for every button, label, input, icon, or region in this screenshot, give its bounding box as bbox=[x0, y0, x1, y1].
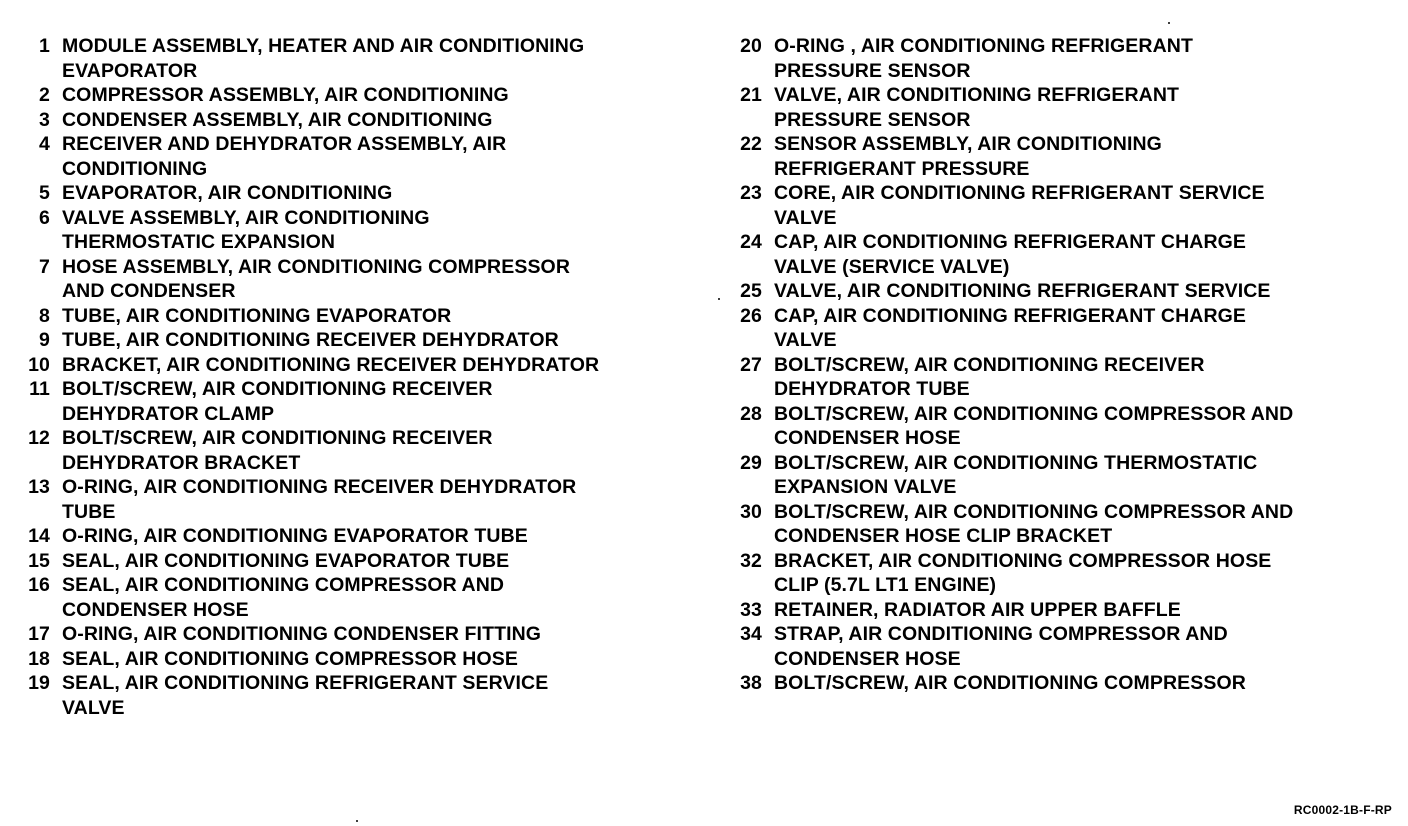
item-number: 34 bbox=[740, 623, 762, 645]
legend-item bbox=[722, 34, 1402, 83]
item-number: 8 bbox=[39, 304, 50, 327]
item-description: CAP, AIR CONDITIONING REFRIGERANT CHARGE VALVE bbox=[774, 304, 1247, 351]
item-number: 23 bbox=[740, 182, 762, 204]
legend-item bbox=[722, 230, 1402, 279]
legend-item bbox=[14, 34, 694, 83]
legend-item bbox=[722, 279, 1402, 304]
item-description: SENSOR ASSEMBLY, AIR CONDITIONING REFRIGERANT PRESSURE bbox=[774, 133, 1162, 180]
item-number: 26 bbox=[740, 304, 762, 327]
legend-item bbox=[14, 108, 694, 133]
legend-item bbox=[722, 500, 1402, 549]
legend-item bbox=[14, 549, 694, 574]
item-number: 7 bbox=[39, 255, 50, 278]
item-number: 11 bbox=[29, 378, 50, 400]
item-description: BRACKET, AIR CONDITIONING RECEIVER DEHYDRATOR bbox=[62, 353, 600, 376]
item-description: O-RING, AIR CONDITIONING CONDENSER FITTING bbox=[62, 623, 542, 645]
legend-item bbox=[14, 132, 694, 181]
item-description: SEAL, AIR CONDITIONING COMPRESSOR AND CONDENSER HOSE bbox=[62, 574, 505, 621]
item-number: 17 bbox=[28, 623, 50, 645]
item-number: 14 bbox=[28, 525, 50, 547]
item-number: 32 bbox=[740, 549, 762, 572]
item-description: SEAL, AIR CONDITIONING EVAPORATOR TUBE bbox=[62, 549, 510, 572]
legend-item bbox=[14, 671, 694, 720]
item-number: 25 bbox=[740, 280, 762, 302]
legend-item bbox=[14, 304, 694, 329]
item-description: EVAPORATOR, AIR CONDITIONING bbox=[62, 182, 393, 204]
legend-item bbox=[14, 426, 694, 475]
legend-item bbox=[14, 181, 694, 206]
legend-item bbox=[14, 255, 694, 304]
scan-speck bbox=[1168, 22, 1170, 24]
legend-item bbox=[722, 83, 1402, 132]
item-number: 30 bbox=[740, 500, 762, 523]
item-number: 29 bbox=[740, 451, 762, 474]
item-number: 5 bbox=[39, 182, 50, 204]
legend-item bbox=[14, 475, 694, 524]
legend-right-column bbox=[722, 34, 1402, 696]
item-number: 15 bbox=[28, 549, 50, 572]
item-number: 18 bbox=[28, 647, 50, 670]
legend-item bbox=[14, 353, 694, 378]
item-description: SEAL, AIR CONDITIONING REFRIGERANT SERVICE VALVE bbox=[62, 672, 549, 719]
item-description: BRACKET, AIR CONDITIONING COMPRESSOR HOSE CLIP (5.7L LT1 ENGINE) bbox=[774, 549, 1272, 596]
item-description: TUBE, AIR CONDITIONING RECEIVER DEHYDRATOR bbox=[62, 329, 559, 351]
item-description: O-RING , AIR CONDITIONING REFRIGERANT PRESSURE SENSOR bbox=[774, 35, 1193, 82]
item-description: BOLT/SCREW, AIR CONDITIONING THERMOSTATIC EXPANSION VALVE bbox=[774, 451, 1258, 498]
item-description: COMPRESSOR ASSEMBLY, AIR CONDITIONING bbox=[62, 84, 509, 106]
reference-code: RC0002-1B-F-RP bbox=[1293, 803, 1392, 817]
item-description: STRAP, AIR CONDITIONING COMPRESSOR AND CONDENSER HOSE bbox=[774, 623, 1228, 670]
legend-item bbox=[722, 132, 1402, 181]
item-description: BOLT/SCREW, AIR CONDITIONING COMPRESSOR AND CONDENSER HOSE bbox=[774, 402, 1294, 449]
legend-item bbox=[722, 549, 1402, 598]
legend-item bbox=[14, 328, 694, 353]
legend-left-column bbox=[14, 34, 694, 720]
scan-speck bbox=[356, 820, 358, 822]
item-number: 13 bbox=[28, 476, 50, 498]
item-description: CONDENSER ASSEMBLY, AIR CONDITIONING bbox=[62, 108, 493, 131]
item-description: BOLT/SCREW, AIR CONDITIONING RECEIVER DEHYDRATOR TUBE bbox=[774, 353, 1205, 400]
item-number: 38 bbox=[740, 672, 762, 694]
item-description: CORE, AIR CONDITIONING REFRIGERANT SERVICE VALVE bbox=[774, 182, 1265, 229]
item-number: 21 bbox=[740, 84, 762, 106]
item-number: 22 bbox=[740, 133, 762, 155]
item-description: VALVE ASSEMBLY, AIR CONDITIONING THERMOSTATIC EXPANSION bbox=[62, 206, 430, 253]
item-number: 27 bbox=[740, 353, 762, 376]
item-description: RETAINER, RADIATOR AIR UPPER BAFFLE bbox=[774, 598, 1181, 621]
legend-item bbox=[14, 83, 694, 108]
legend-item bbox=[722, 402, 1402, 451]
item-description: BOLT/SCREW, AIR CONDITIONING RECEIVER DEHYDRATOR BRACKET bbox=[62, 427, 493, 474]
item-number: 12 bbox=[28, 427, 50, 449]
item-number: 16 bbox=[28, 574, 50, 596]
item-number: 3 bbox=[39, 108, 50, 131]
item-number: 6 bbox=[39, 206, 50, 229]
legend-item bbox=[14, 524, 694, 549]
item-description: O-RING, AIR CONDITIONING RECEIVER DEHYDRATOR TUBE bbox=[62, 476, 577, 523]
item-number: 9 bbox=[39, 329, 50, 351]
legend-item bbox=[14, 647, 694, 672]
item-description: SEAL, AIR CONDITIONING COMPRESSOR HOSE bbox=[62, 647, 518, 670]
legend-item bbox=[722, 304, 1402, 353]
legend-item bbox=[14, 622, 694, 647]
scan-speck bbox=[718, 298, 720, 300]
legend-item bbox=[722, 671, 1402, 696]
legend-item bbox=[14, 573, 694, 622]
item-description: RECEIVER AND DEHYDRATOR ASSEMBLY, AIR CONDITIONING bbox=[62, 133, 507, 180]
item-number: 2 bbox=[39, 84, 50, 106]
legend-item bbox=[14, 206, 694, 255]
legend-item bbox=[722, 451, 1402, 500]
item-description: VALVE, AIR CONDITIONING REFRIGERANT PRESSURE SENSOR bbox=[774, 84, 1180, 131]
legend-item bbox=[722, 622, 1402, 671]
item-number: 20 bbox=[740, 35, 762, 57]
item-number: 4 bbox=[39, 133, 50, 155]
item-description: HOSE ASSEMBLY, AIR CONDITIONING COMPRESSOR AND CONDENSER bbox=[62, 255, 571, 302]
item-number: 33 bbox=[740, 598, 762, 621]
item-description: BOLT/SCREW, AIR CONDITIONING RECEIVER DEHYDRATOR CLAMP bbox=[62, 378, 493, 425]
legend-item bbox=[14, 377, 694, 426]
item-description: BOLT/SCREW, AIR CONDITIONING COMPRESSOR AND CONDENSER HOSE CLIP BRACKET bbox=[774, 500, 1294, 547]
legend-item bbox=[722, 181, 1402, 230]
item-description: BOLT/SCREW, AIR CONDITIONING COMPRESSOR bbox=[774, 672, 1246, 694]
item-description: MODULE ASSEMBLY, HEATER AND AIR CONDITIONING EVAPORATOR bbox=[62, 35, 585, 82]
legend-item bbox=[722, 598, 1402, 623]
item-number: 24 bbox=[740, 231, 762, 253]
item-number: 1 bbox=[39, 35, 50, 57]
item-number: 28 bbox=[740, 402, 762, 425]
item-description: O-RING, AIR CONDITIONING EVAPORATOR TUBE bbox=[62, 525, 528, 547]
item-description: VALVE, AIR CONDITIONING REFRIGERANT SERVICE bbox=[774, 280, 1271, 302]
item-description: TUBE, AIR CONDITIONING EVAPORATOR bbox=[62, 304, 452, 327]
item-description: CAP, AIR CONDITIONING REFRIGERANT CHARGE VALVE (SERVICE VALVE) bbox=[774, 231, 1247, 278]
legend-item bbox=[722, 353, 1402, 402]
item-number: 10 bbox=[28, 353, 50, 376]
item-number: 19 bbox=[28, 672, 50, 694]
